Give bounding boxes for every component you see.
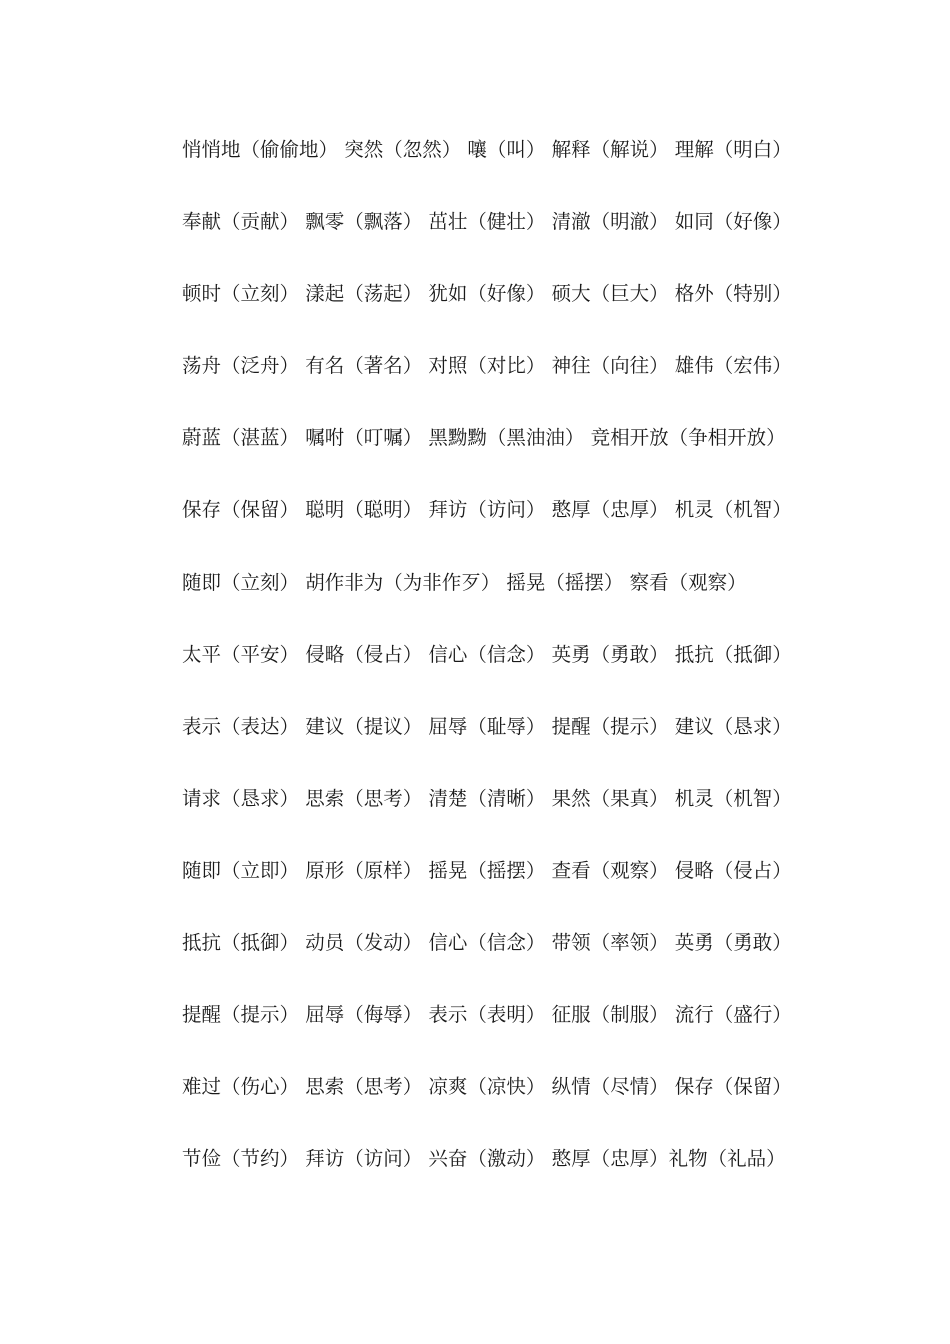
synonym-line: 奉献（贡献） 飘零（飘落） 茁壮（健壮） 清澈（明澈） 如同（好像） — [182, 210, 792, 234]
synonym-line: 抵抗（抵御） 动员（发动） 信心（信念） 带领（率领） 英勇（勇敢） — [182, 931, 792, 955]
synonym-line: 随即（立刻） 胡作非为（为非作歹） 摇晃（摇摆） 察看（观察） — [182, 570, 747, 594]
synonym-line: 太平（平安） 侵略（侵占） 信心（信念） 英勇（勇敢） 抵抗（抵御） — [182, 642, 792, 666]
synonym-list — [182, 136, 822, 1217]
synonym-line: 保存（保留） 聪明（聪明） 拜访（访问） 憨厚（忠厚） 机灵（机智） — [182, 498, 792, 522]
synonym-line: 随即（立即） 原形（原样） 摇晃（摇摆） 查看（观察） 侵略（侵占） — [182, 858, 792, 882]
synonym-line: 顿时（立刻） 漾起（荡起） 犹如（好像） 硕大（巨大） 格外（特别） — [182, 282, 792, 306]
synonym-line: 提醒（提示） 屈辱（侮辱） 表示（表明） 征服（制服） 流行（盛行） — [182, 1003, 792, 1027]
synonym-line: 难过（伤心） 思索（思考） 凉爽（凉快） 纵情（尽情） 保存（保留） — [182, 1075, 792, 1099]
synonym-line: 表示（表达） 建议（提议） 屈辱（耻辱） 提醒（提示） 建议（恳求） — [182, 714, 792, 738]
synonym-line: 荡舟（泛舟） 有名（著名） 对照（对比） 神往（向往） 雄伟（宏伟） — [182, 354, 792, 378]
synonym-line: 悄悄地（偷偷地） 突然（忽然） 嚷（叫） 解释（解说） 理解（明白） — [182, 138, 792, 161]
synonym-line: 蔚蓝（湛蓝） 嘱咐（叮嘱） 黑黝黝（黑油油） 竞相开放（争相开放） — [182, 426, 786, 450]
synonym-line: 请求（恳求） 思索（思考） 清楚（清晰） 果然（果真） 机灵（机智） — [182, 786, 792, 810]
synonym-line: 节俭（节约） 拜访（访问） 兴奋（激动） 憨厚（忠厚）礼物（礼品） — [182, 1147, 786, 1171]
